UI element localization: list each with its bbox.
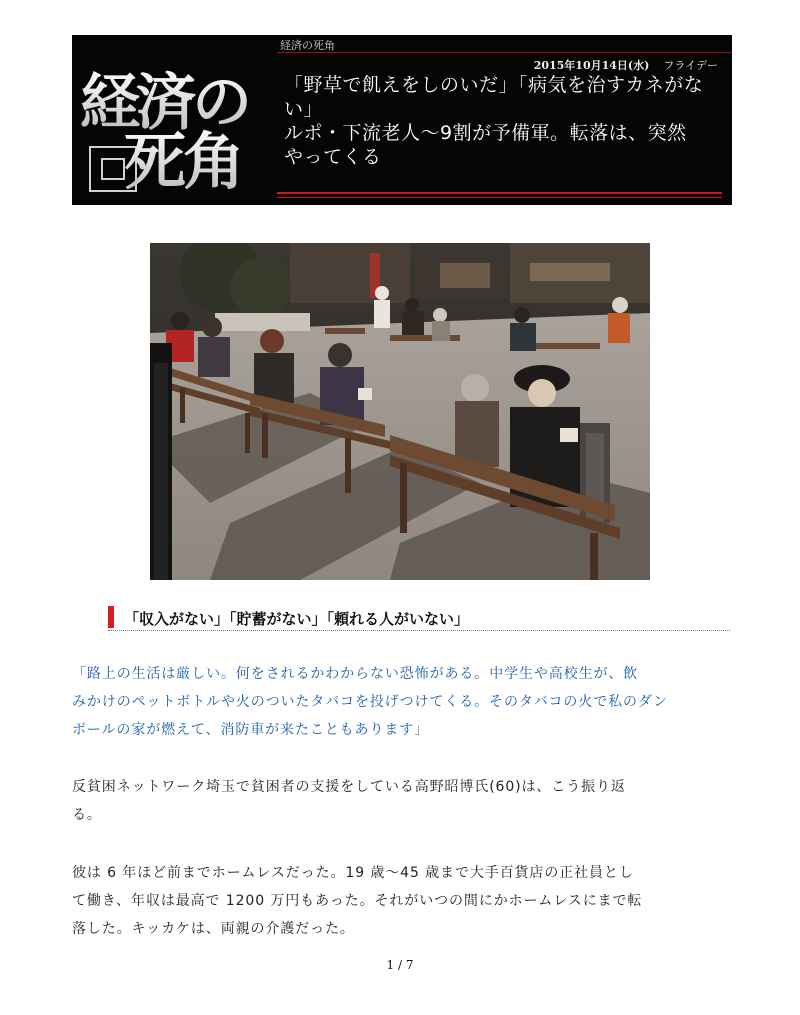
body-line: 反貧困ネットワーク埼玉で貧困者の支援をしている高野昭博氏(60)は、こう振り返 (72, 779, 626, 795)
section-label: 経済の死角 (280, 39, 335, 52)
quote-paragraph (72, 660, 722, 744)
banner-divider-red (277, 192, 722, 194)
publish-date: 2015年10月14日(水) (533, 59, 650, 72)
body-line: る。 (72, 807, 102, 823)
series-logo (72, 35, 277, 205)
photo-elderly-on-benches (150, 243, 650, 580)
banner-divider-top (277, 52, 732, 53)
article-title (284, 73, 714, 169)
article-banner (72, 35, 732, 205)
section-heading-text: 「収入がない」「貯蓄がない」「頼れる人がいない」 (124, 610, 470, 628)
page-number: 1 / 7 (386, 958, 414, 972)
title-line: やってくる (284, 146, 382, 168)
article-meta (534, 57, 718, 73)
body-paragraph-1 (72, 773, 722, 829)
publisher-name: フライデー (663, 59, 718, 72)
title-line: い」 (284, 98, 324, 120)
quote-line: 「路上の生活は厳しい。何をされるかわからない恐怖がある。中学生や高校生が、飲 (72, 666, 639, 682)
heading-accent-bar (108, 606, 114, 628)
article-photo (150, 243, 650, 580)
title-line: ルポ・下流老人～9割が予備軍。転落は、突然 (284, 122, 687, 144)
logo-text-bottom: 死角 (124, 125, 243, 198)
title-line: 「野草で飢えをしのいだ」「病気を治すカネがな (284, 74, 704, 96)
logo-text-top: 経済の (80, 68, 248, 138)
body-line: て働き、年収は最高で 1200 万円もあった。それがいつの間にかホームレスにまで転 (72, 893, 643, 909)
body-paragraph-2 (72, 859, 722, 943)
body-line: 落した。キッカケは、両親の介護だった。 (72, 921, 355, 937)
banner-divider-red-thin (277, 197, 722, 198)
section-heading (108, 604, 730, 631)
quote-line: みかけのペットボトルや火のついたタバコを投げつけてくる。そのタバコの火で私のダン (72, 694, 668, 710)
quote-line: ボールの家が燃えて、消防車が来たこともあります」 (72, 722, 430, 738)
body-line: 彼は 6 年ほど前までホームレスだった。19 歳～45 歳まで大手百貨店の正社員とし (72, 865, 634, 881)
